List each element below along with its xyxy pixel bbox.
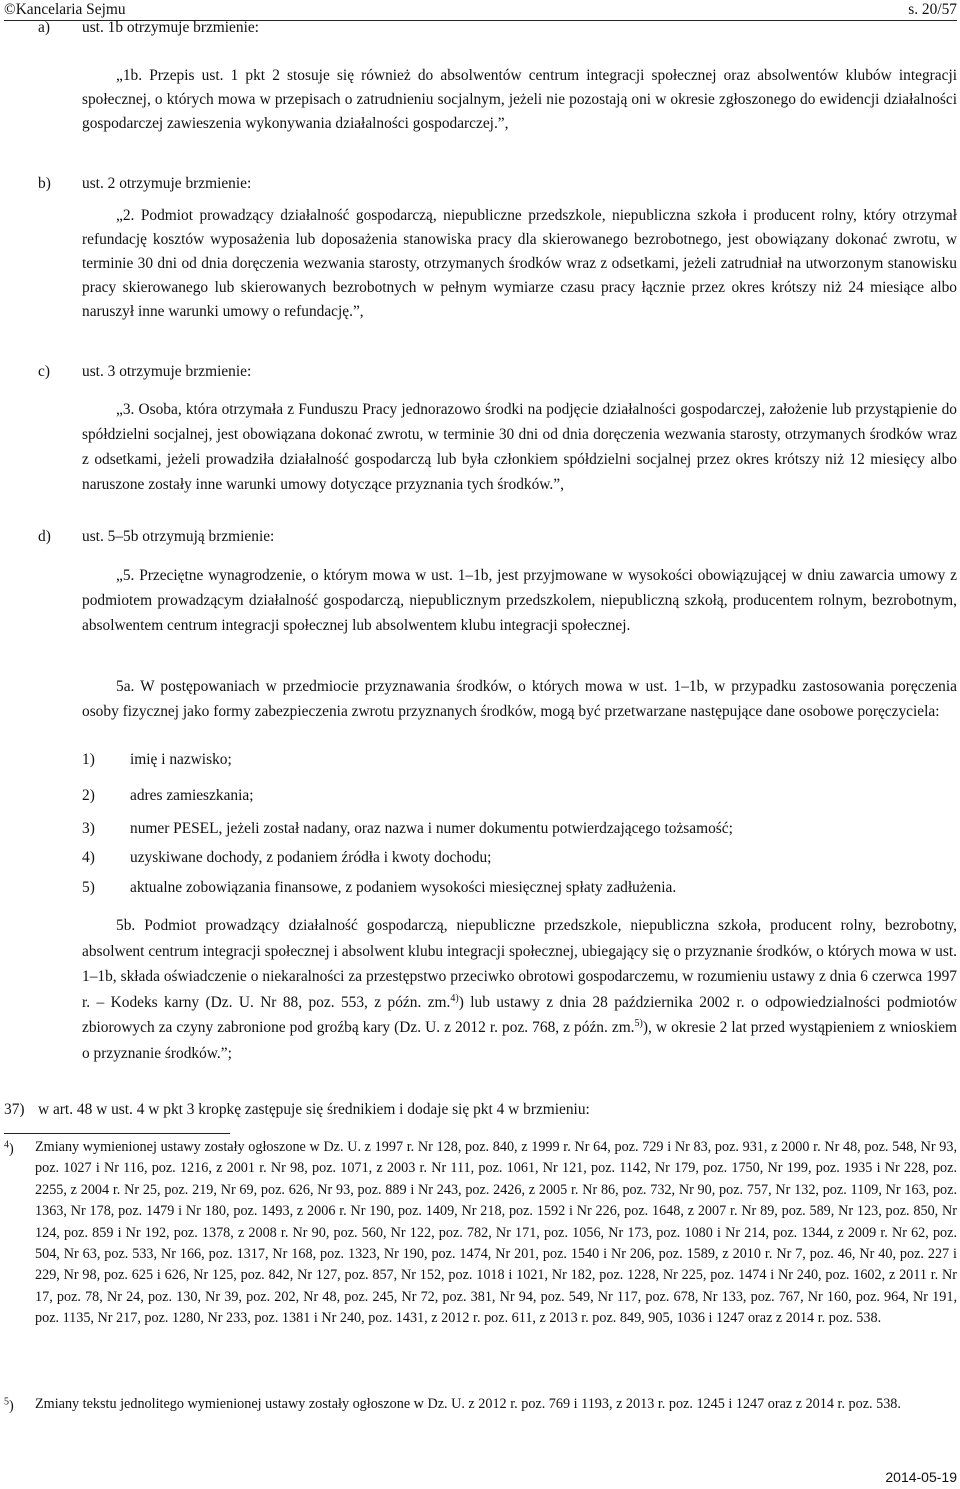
- footnote-5-text: Zmiany tekstu jednolitego wymienionej ustawy zostały ogłoszone w Dz. U. z 2012 r. poz. 769 i 1193, z 2013 r. poz. 1245 i 1247 oraz z 2014 r. poz. 538.: [35, 1396, 901, 1412]
- list-item-2-text: adres zamieszkania;: [130, 787, 254, 804]
- quote-5b-part-3: ), w okresie 2 lat przed wystąpieniem z wnioskiem o przyznanie środków.”;: [82, 1019, 957, 1062]
- footnote-5-mark: $^5$): [4, 1396, 14, 1414]
- list-item-2-num: 2): [82, 787, 95, 804]
- item-37-num: 37): [4, 1101, 25, 1118]
- list-item-3-num: 3): [82, 820, 95, 837]
- header-page-number: s. 20/57: [908, 1, 957, 18]
- list-item-1-text: imię i nazwisko;: [130, 751, 232, 768]
- header-publisher: ©Kancelaria Sejmu: [4, 1, 126, 18]
- list-item-4-num: 4): [82, 849, 95, 866]
- footnote-ref-4[interactable]: 4): [450, 992, 459, 1004]
- item-c-quote: „3. Osoba, która otrzymała z Funduszu Pracy jednorazowo środki na podjęcie działalności gospodarczej, założenie lub przystąpienie do spółdzielni socjalnej, jest obowiązana dokonać zwrotu, w terminie 30 dni od dnia doręczenia wezwania starosty, otrzymanych środków wraz z odsetkami, jeżeli prowadziła działalność gospodarczą lub była członkiem spółdzielni socjalnej przez okres krótszy niż 12 miesięcy albo naruszone zostały inne warunki umowy dotyczące przyznania tych środków.”,: [82, 401, 957, 493]
- item-a-text: ust. 1b otrzymuje brzmienie:: [82, 19, 259, 36]
- list-item-1-num: 1): [82, 751, 95, 768]
- quote-5b-part-2: ) lub ustawy z dnia 28 października 2002 r. o odpowiedzialności podmiotów zbiorowych za czyny zabronione pod groźbą kary (Dz. U. z 2012 r. poz. 768, z późn. zm.: [82, 993, 957, 1036]
- footer-date: 2014-05-19: [885, 1469, 957, 1485]
- footnote-ref-5[interactable]: 5): [634, 1017, 643, 1029]
- footnote-separator: [4, 1133, 230, 1134]
- item-d-quote-5a: 5a. W postępowaniach w przedmiocie przyznawania środków, o których mowa w ust. 1–1b, w przypadku zastosowania poręczenia osoby fizycznej jako formy zabezpieczenia zwrotu przyznanych środków, mogą być przetwarzane następujące dane osobowe poręczyciela:: [82, 678, 957, 720]
- item-b-label: b): [38, 175, 51, 192]
- item-c-text: ust. 3 otrzymuje brzmienie:: [82, 363, 252, 380]
- list-item-3-text: numer PESEL, jeżeli został nadany, oraz nazwa i numer dokumentu potwierdzającego tożsamość;: [130, 820, 733, 837]
- item-b-quote: „2. Podmiot prowadzący działalność gospodarczą, niepubliczne przedszkole, niepubliczna szkoła i producent rolny, który otrzymał refundację kosztów wyposażenia lub doposażenia stanowiska pracy dla skierowanego bezrobotnego, jest obowiązany dokonać zwrotu, w terminie 30 dni od dnia doręczenia wezwania starosty, otrzymanych środków wraz z odsetkami, jeżeli zatrudniał na utworzonym stanowisku pracy skierowanego lub skierowanych bezrobotnych w pełnym wymiarze czasu pracy łącznie przez okres krótszy niż 24 miesiące albo naruszył inne warunki umowy o refundację.”,: [82, 207, 957, 320]
- item-a-label: a): [38, 19, 50, 36]
- footnote-4-text: Zmiany wymienionej ustawy zostały ogłoszone w Dz. U. z 1997 r. Nr 128, poz. 840, z 1999 r. Nr 64, poz. 729 i Nr 83, poz. 931, z 2000 r. Nr 48, poz. 548, Nr 93, poz. 1027 i Nr 116, poz. 1216, z 2001 r. Nr 98, poz. 1071, z 2003 r. Nr 111, poz. 1061, Nr 121, poz. 1142, Nr 179, poz. 1750, Nr 199, poz. 1935 i Nr 228, poz. 2255, z 2004 r. Nr 25, poz. 219, Nr 69, poz. 626, Nr 93, poz. 889 i Nr 243, poz. 2426, z 2005 r. Nr 86, poz. 732, Nr 90, poz. 757, Nr 132, poz. 1109, Nr 163, poz. 1363, Nr 178, poz. 1479 i Nr 180, poz. 1493, z 2006 r. Nr 190, poz. 1409, Nr 218, poz. 1592 i Nr 226, poz. 1648, z 2007 r. Nr 89, poz. 589, Nr 123, poz. 850, Nr 124, poz. 859 i Nr 192, poz. 1378, z 2008 r. Nr 90, poz. 560, Nr 122, poz. 782, Nr 171, poz. 1056, Nr 173, poz. 1080 i Nr 214, poz. 1344, z 2009 r. Nr 62, poz. 504, Nr 63, poz. 533, Nr 166, poz. 1317, Nr 168, poz. 1323, Nr 190, poz. 1474, Nr 201, poz. 1540 i Nr 206, poz. 1589, z 2010 r. Nr 7, poz. 46, Nr 40, poz. 227 i 229, Nr 98, poz. 625 i 626, Nr 125, poz. 842, Nr 127, poz. 857, Nr 152, poz. 1018 i 1021, Nr 182, poz. 1228, Nr 225, poz. 1474 i Nr 240, poz. 1602, z 2011 r. Nr 17, poz. 78, Nr 24, poz. 130, Nr 39, poz. 202, Nr 48, poz. 245, Nr 72, poz. 381, Nr 94, poz. 549, Nr 117, poz. 678, Nr 133, poz. 767, Nr 160, poz. 964, Nr 191, poz. 1135, Nr 217, poz. 1280, Nr 233, poz. 1381 i Nr 240, poz. 1431, z 2012 r. poz. 611, z 2013 r. poz. 849, 905, 1036 i 1247 oraz z 2014 r. poz. 538.: [35, 1139, 957, 1327]
- item-37-text: w art. 48 w ust. 4 w pkt 3 kropkę zastępuje się średnikiem i dodaje się pkt 4 w brzmieniu:: [38, 1101, 590, 1118]
- list-item-5-text: aktualne zobowiązania finansowe, z podaniem wysokości miesięcznej spłaty zadłużenia.: [130, 879, 677, 896]
- item-d-text: ust. 5–5b otrzymują brzmienie:: [82, 528, 275, 545]
- item-d-label: d): [38, 528, 51, 545]
- item-d-quote-5: „5. Przeciętne wynagrodzenie, o którym mowa w ust. 1–1b, jest przyjmowane w wysokości obowiązującej w dniu zawarcia umowy z podmiotem prowadzącym działalność gospodarczą, niepublicznym przedszkolem, niepubliczną szkołą, producentem rolnym, bezrobotnym, absolwentem centrum integracji społecznej lub absolwentem klubu integracji społecznej.: [82, 567, 957, 634]
- list-item-5-num: 5): [82, 879, 95, 896]
- list-item-4-text: uzyskiwane dochody, z podaniem źródła i kwoty dochodu;: [130, 849, 492, 866]
- item-a-quote: „1b. Przepis ust. 1 pkt 2 stosuje się również do absolwentów centrum integracji społecznej oraz absolwentów klubów integracji społecznej, o których mowa w przepisach o zatrudnieniu socjalnym, jeżeli nie pozostają oni w okresie zgłoszonego do ewidencji działalności gospodarczej zawieszenia wykonywania działalności gospodarczej.”,: [82, 67, 957, 132]
- item-c-label: c): [38, 363, 50, 380]
- quote-5b-part-1: 5b. Podmiot prowadzący działalność gospodarczą, niepubliczne przedszkole, niepubliczna szkoła, producent rolny, bezrobotny, absolwent centrum integracji społecznej i absolwent klubu integracji społecznej, ubiegający się o przyznanie środków, o których mowa w ust. 1–1b, składa oświadczenie o niekaralności za przestępstwo przeciwko obrotowi gospodarczemu, w rozumieniu ustawy z dnia 6 czerwca 1997 r. – Kodeks karny (Dz. U. Nr 88, poz. 553, z późn. zm.: [82, 917, 957, 1011]
- footnote-4-mark: $^4$): [4, 1139, 14, 1157]
- item-b-text: ust. 2 otrzymuje brzmienie:: [82, 175, 252, 192]
- item-d-quote-5b: [82, 913, 957, 1066]
